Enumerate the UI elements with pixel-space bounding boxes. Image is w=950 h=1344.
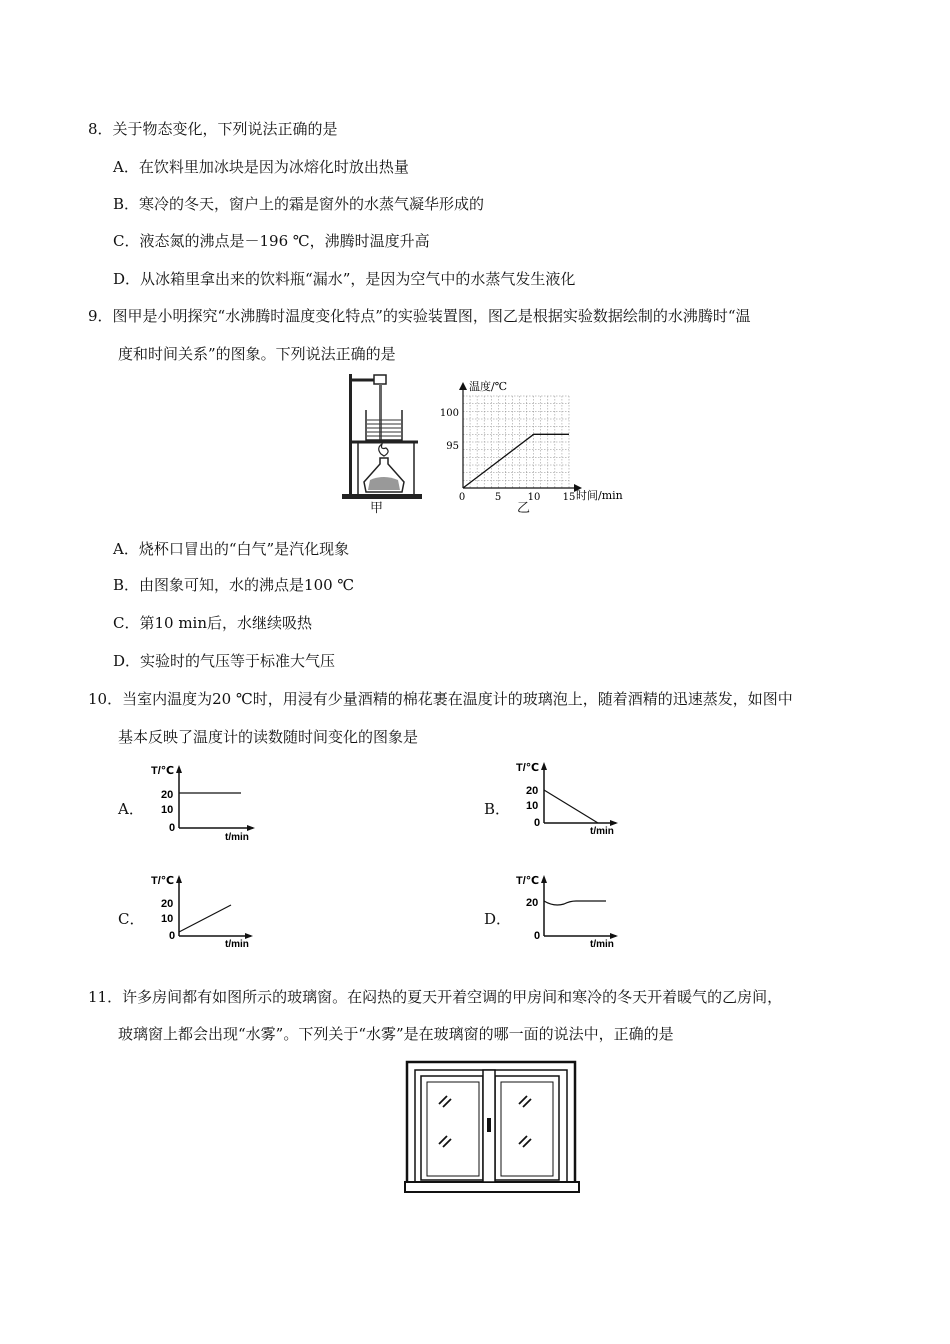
graph-a-xlabel: t/min [225,832,249,843]
graph-a-tick-20: 20 [161,789,174,801]
graph-c-ylabel: T/℃ [151,875,175,887]
chart-series-line [463,434,569,488]
chart-x-tick-10: 10 [527,492,541,503]
chart-x-tick-5: 5 [494,492,502,503]
graph-a-tick-0: 0 [169,822,176,834]
q10-stem-line1: 10．当室内温度为20 ℃时，用浸有少量酒精的棉花裹在温度计的玻璃泡上，随着酒精的迅速蒸发，如图中 [88,690,793,708]
q8-option-b: B．寒冷的冬天，窗户上的霜是窗外的水蒸气凝华形成的 [113,195,485,213]
graph-c-tick-0: 0 [169,930,176,942]
q10-option-a-letter: A． [118,800,144,818]
q10-graph-c [145,870,265,955]
graph-a-ylabel: T/℃ [151,765,175,777]
q8-option-d: D．从冰箱里拿出来的饮料瓶“漏水”，是因为空气中的水蒸气发生液化 [113,270,576,288]
q9-stem-line1: 9．图甲是小明探究“水沸腾时温度变化特点”的实验装置图，图乙是根据实验数据绘制的水沸腾时“温 [88,307,751,325]
graph-c-tick-20: 20 [161,898,174,910]
glass-window-figure [403,1058,581,1198]
chart-x-tick-15: 15 [562,492,576,503]
graph-c-tick-10: 10 [161,913,174,925]
q10-graph-b [510,757,630,842]
q9-option-b: B．由图象可知，水的沸点是100 ℃ [113,576,355,594]
chart-grid [463,396,569,488]
graph-d-tick-0: 0 [534,930,541,942]
graph-d-xlabel: t/min [590,939,614,950]
graph-a-tick-10: 10 [161,804,174,816]
q8-option-c: C．液态氮的沸点是－196 ℃，沸腾时温度升高 [113,232,430,250]
figure-jia-apparatus [336,370,436,520]
q9-option-a: A．烧杯口冒出的“白气”是汽化现象 [113,540,350,558]
graph-d-ylabel: T/℃ [516,875,540,887]
q10-option-d-letter: D． [484,910,512,928]
q11-stem-line2: 玻璃窗上都会出现“水雾”。下列关于“水雾”是在玻璃窗的哪一面的说法中，正确的是 [118,1025,674,1043]
chart-y-label: 温度/℃ [469,380,508,393]
graph-b-tick-20: 20 [526,785,539,797]
q11-stem-line1: 11．许多房间都有如图所示的玻璃窗。在闷热的夏天开着空调的甲房间和寒冷的冬天开着暖气的乙房间， [88,988,783,1006]
q10-option-b-letter: B． [484,800,511,818]
chart-y-axis-arrow [459,382,467,390]
figure-jia-label: 甲 [370,501,384,516]
graph-b-tick-10: 10 [526,800,539,812]
graph-b-xlabel: t/min [590,826,614,837]
graph-b-ylabel: T/℃ [516,762,540,774]
graph-b-tick-0: 0 [534,817,541,829]
figure-yi-label: 乙 [517,501,531,516]
q8-stem: 8．关于物态变化，下列说法正确的是 [88,120,338,138]
q10-stem-line2: 基本反映了温度计的读数随时间变化的图象是 [118,728,419,746]
q9-option-d: D．实验时的气压等于标准大气压 [113,652,336,670]
q10-graph-a [145,760,265,845]
q8-option-a: A．在饮料里加冰块是因为冰熔化时放出热量 [113,158,409,176]
q9-option-c: C．第10 min后，水继续吸热 [113,614,313,632]
chart-y-tick-100: 100 [440,408,459,419]
q9-stem-line2: 度和时间关系”的图象。下列说法正确的是 [118,345,396,363]
figure-yi-chart [440,370,640,510]
graph-c-xlabel: t/min [225,939,249,950]
chart-x-label: 时间/min [576,489,623,502]
chart-x-tick-0: 0 [458,492,466,503]
q10-option-c-letter: C． [118,910,145,928]
q10-graph-d [510,870,630,955]
chart-y-tick-95: 95 [446,441,459,452]
graph-d-tick-20: 20 [526,897,539,909]
